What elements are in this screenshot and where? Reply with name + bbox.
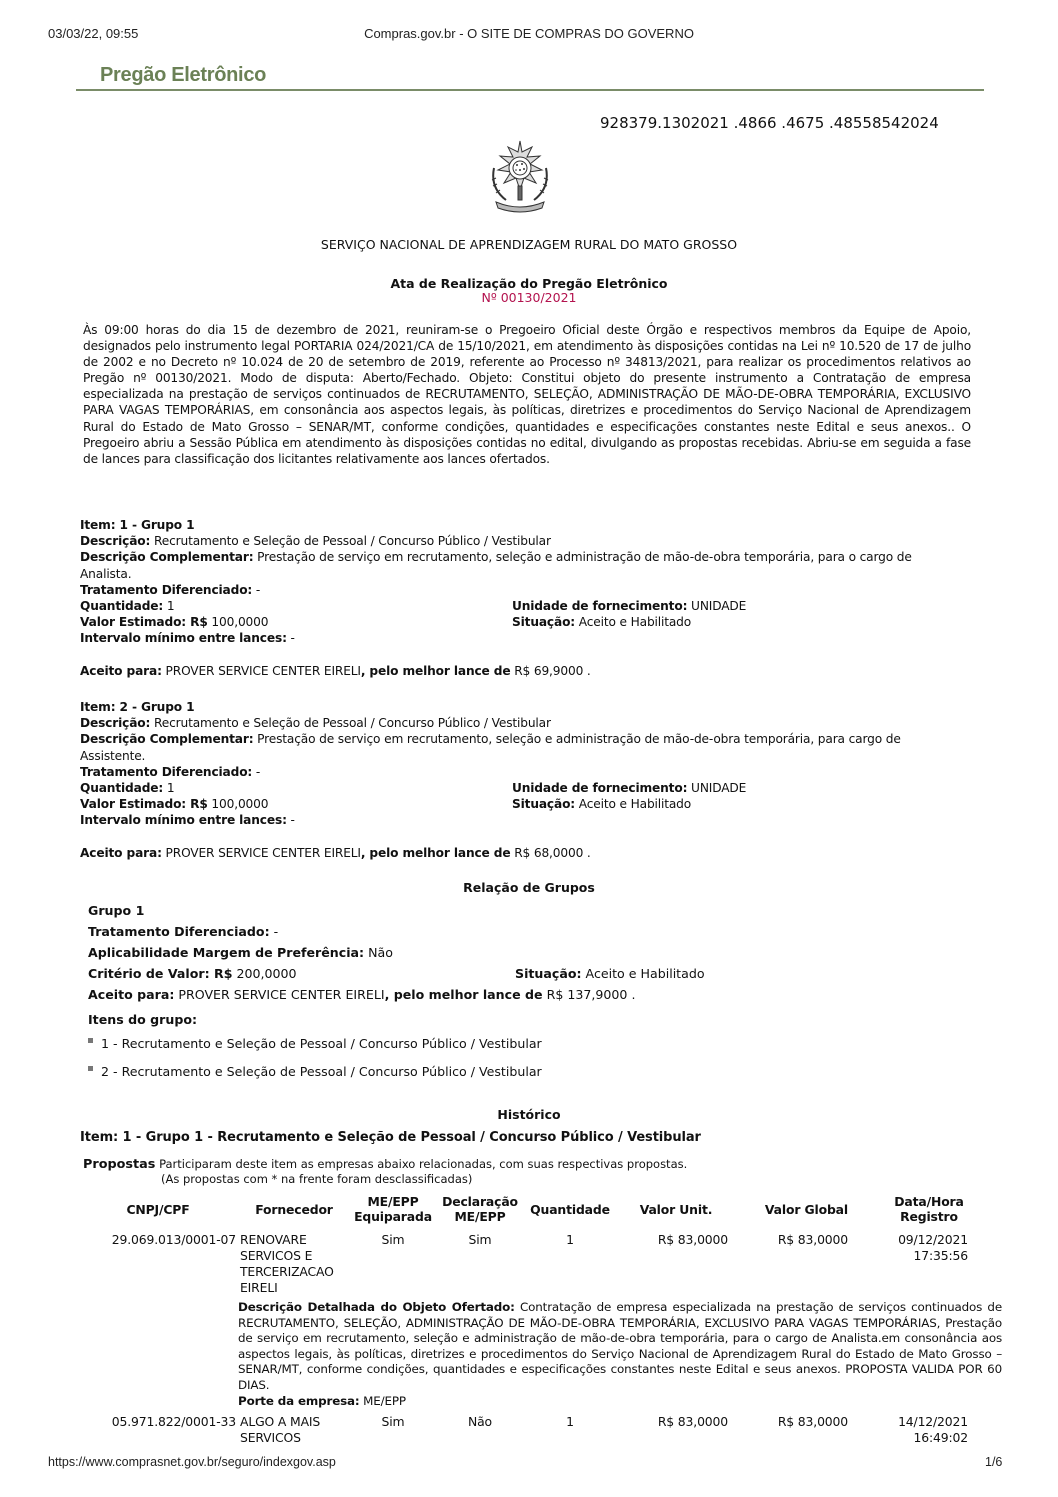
document-id: 928379.1302021 .4866 .4675 .48558542024 (600, 114, 939, 132)
historico-item-title: Item: 1 - Grupo 1 - Recrutamento e Seleção de Pessoal / Concurso Público / Vestibular (80, 1130, 701, 1145)
label: Valor Estimado: R$ (80, 797, 208, 812)
label: Aceito para: (80, 845, 162, 860)
print-url: https://www.comprasnet.gov.br/seguro/indexgov.asp (48, 1455, 336, 1469)
column-header: ME/EPP Equiparada (354, 1194, 432, 1224)
column-header: Declaração ME/EPP (442, 1194, 518, 1224)
item-tratamento: - (255, 764, 261, 779)
brazil-coat-of-arms-icon (482, 138, 558, 218)
column-header: CNPJ/CPF (126, 1201, 190, 1217)
label: Situação: (512, 615, 576, 630)
grupo-tratamento: - (273, 924, 279, 939)
ata-title: Ata de Realização do Pregão Eletrônico (390, 276, 668, 291)
cell-fornecedor: ALGO A MAIS SERVICOS (240, 1414, 321, 1445)
column-header: Valor Global (764, 1201, 848, 1217)
column-header: Fornecedor (255, 1201, 333, 1217)
list-item (88, 1064, 788, 1092)
grupo-aplicabilidade: Não (368, 945, 393, 960)
item-aceito-para: PROVER SERVICE CENTER EIRELI (165, 845, 361, 860)
cell-quantidade: 1 (566, 1414, 574, 1429)
cell-valor-global: R$ 83,0000 (777, 1414, 848, 1429)
label: , pelo melhor lance de (360, 663, 511, 678)
label: Unidade de fornecimento: (512, 781, 688, 796)
label: Tratamento Diferenciado: (88, 924, 270, 939)
historico-heading: Histórico (497, 1107, 561, 1122)
item-valor-estimado: 100,0000 (211, 615, 269, 630)
label: Aceito para: (88, 987, 175, 1002)
item-descricao: Recrutamento e Seleção de Pessoal / Concurso Público / Vestibular (153, 716, 551, 731)
detalhe-text: Contratação de empresa especializada na prestação de serviços continuados de RECRUTAMENTO, SELEÇÃO, ADMINISTRAÇÃO DE MÃO-DE-OBRA TEMPORÁRIA, EXCLUSIVO PARA VAGAS TEMPORÁRIAS, Prestação de serviço em recrutamento, seleção e administração de mão-de-obra temporária, para o cargo de Analista.em consonância aos aspectos legais, às políticas, diretrizes e procedimentos do Serviço Nacional de Aprendizagem Rural do Estado de Mato Grosso – SENAR/MT, conforme condições, quantidades e especificações constantes neste Edital e seus anexos. PROPOSTA VALIDA POR 60 DIAS. (238, 1300, 1003, 1392)
item-title: Item: 1 - Grupo 1 (80, 518, 195, 532)
cell-declaracao: Não (468, 1414, 492, 1429)
intro-paragraph: Às 09:00 horas do dia 15 de dezembro de 2021, reuniram-se o Pregoeiro Oficial deste Órgão e respectivos membros da Equipe de Apoio, designados pelo instrumento legal PORTARIA 024/2021/CA de 15/10/2021, em atendimento às disposições contidas na Lei nº 10.520 de 17 de julho de 2002 e no Decreto nº 10.024 de 20 de setembro de 2019, referente ao Processo nº 34813/2021, para realizar os procedimentos relativos ao Pregão nº 00130/2021. Modo de disputa: Aberto/Fechado. Objeto: Constitui objeto do presente instrumento a Contratação de empresa especializada na prestação de serviços continuados de RECRUTAMENTO, SELEÇÃO, ADMINISTRAÇÃO DE MÃO-DE-OBRA TEMPORÁRIA, EXCLUSIVO PARA VAGAS TEMPORÁRIAS, em consonância aos aspectos legais, às políticas, diretrizes e procedimentos do Serviço Nacional de Aprendizagem Rural do Estado de Mato Grosso – SENAR/MT, conforme condições, quantidades e especificações constantes neste Edital e seus anexos.. O Pregoeiro abriu a Sessão Pública em atendimento às disposições contidas no edital, divulgando as propostas recebidas. Abriu-se em seguida a fase de lances para classificação dos licitantes relativamente aos lances ofertados. (83, 323, 971, 466)
item-aceito-para: PROVER SERVICE CENTER EIRELI (165, 663, 361, 678)
propostas-label: Propostas (83, 1157, 156, 1172)
item-descricao-complementar: Prestação de serviço em recrutamento, seleção e administração de mão-de-obra temporária, para o cargo de Analista. (80, 550, 912, 581)
cell-data: 14/12/2021 (898, 1414, 968, 1429)
label: Critério de Valor: R$ (88, 966, 233, 981)
grupos-heading: Relação de Grupos (463, 880, 595, 895)
label: Descrição Complementar: (80, 550, 254, 565)
label: Descrição: (80, 716, 151, 731)
title-divider (76, 89, 984, 91)
cell-fornecedor: RENOVARE SERVICOS E TERCERIZACAO EIRELI (240, 1232, 334, 1295)
cell-valor-unit: R$ 83,0000 (657, 1414, 728, 1429)
grupo-name: Grupo 1 (88, 903, 145, 918)
column-header: Valor Unit. (639, 1201, 713, 1217)
grupo-criterio: 200,0000 (236, 966, 297, 981)
label: Descrição: (80, 534, 151, 549)
print-site-title: Compras.gov.br - O SITE DE COMPRAS DO GOVERNO (364, 26, 694, 41)
cell-valor-global: R$ 83,0000 (777, 1232, 848, 1247)
item-block-2 (80, 699, 960, 861)
propostas-text: Participaram deste item as empresas abaixo relacionadas, com suas respectivas propostas. (159, 1157, 688, 1171)
label: Situação: (515, 966, 582, 981)
item-block-1 (80, 517, 960, 679)
item-situacao: Aceito e Habilitado (578, 797, 692, 812)
label: Quantidade: (80, 781, 164, 796)
column-header: Data/Hora Registro (894, 1194, 964, 1224)
label: Porte da empresa: (238, 1393, 360, 1408)
ata-number: Nº 00130/2021 (481, 290, 577, 305)
print-datetime: 03/03/22, 09:55 (48, 26, 139, 41)
label: Itens do grupo: (88, 1012, 198, 1027)
bullet-icon (88, 1066, 93, 1071)
cell-hora: 17:35:56 (913, 1248, 968, 1263)
cell-cnpj: 05.971.822/0001-33 (111, 1414, 236, 1429)
cell-hora: 16:49:02 (913, 1430, 968, 1445)
label: Aceito para: (80, 663, 162, 678)
grupo-melhor-lance: R$ 137,9000 . (546, 987, 636, 1002)
label: Descrição Complementar: (80, 732, 254, 747)
item-quantidade: 1 (166, 599, 175, 614)
grupo-item-text: 2 - Recrutamento e Seleção de Pessoal / Concurso Público / Vestibular (101, 1064, 542, 1079)
label: , pelo melhor lance de (360, 845, 511, 860)
grupo-situacao: Aceito e Habilitado (585, 966, 705, 981)
label: Aplicabilidade Margem de Preferência: (88, 945, 365, 960)
list-item (88, 1036, 788, 1064)
grupo-aceito-para: PROVER SERVICE CENTER EIRELI (178, 987, 385, 1002)
label: Unidade de fornecimento: (512, 599, 688, 614)
label: Tratamento Diferenciado: (80, 582, 253, 597)
label: Situação: (512, 797, 576, 812)
grupo-block (88, 903, 788, 1092)
bullet-icon (88, 1038, 93, 1043)
cell-data: 09/12/2021 (898, 1232, 968, 1247)
item-situacao: Aceito e Habilitado (578, 615, 692, 630)
cell-quantidade: 1 (566, 1232, 574, 1247)
item-descricao: Recrutamento e Seleção de Pessoal / Concurso Público / Vestibular (153, 534, 551, 549)
label: Descrição Detalhada do Objeto Ofertado: (238, 1300, 515, 1314)
item-melhor-lance: R$ 68,0000 . (514, 845, 591, 860)
item-quantidade: 1 (166, 781, 175, 796)
grupo-item-text: 1 - Recrutamento e Seleção de Pessoal / Concurso Público / Vestibular (101, 1036, 542, 1051)
label: Valor Estimado: R$ (80, 615, 208, 630)
cell-data-hora (858, 1414, 968, 1446)
table-row (78, 1414, 968, 1446)
page-title: Pregão Eletrônico (100, 64, 267, 86)
table-row (78, 1226, 968, 1298)
page-number: 1/6 (985, 1455, 1003, 1469)
label: Quantidade: (80, 599, 164, 614)
cell-me-epp: Sim (381, 1232, 405, 1247)
item-descricao-complementar: Prestação de serviço em recrutamento, seleção e administração de mão-de-obra temporária, para cargo de Assistente. (80, 732, 901, 763)
item-unidade: UNIDADE (691, 599, 747, 614)
item-unidade: UNIDADE (691, 781, 747, 796)
item-tratamento: - (255, 582, 261, 597)
cell-me-epp: Sim (381, 1414, 405, 1429)
cell-data-hora (858, 1226, 968, 1298)
label: Intervalo mínimo entre lances: (80, 813, 287, 828)
cell-cnpj: 29.069.013/0001-07 (111, 1232, 236, 1247)
column-header: Quantidade (530, 1201, 610, 1217)
item-melhor-lance: R$ 69,9000 . (514, 663, 591, 678)
label: , pelo melhor lance de (384, 987, 543, 1002)
item-intervalo: - (290, 631, 295, 646)
cell-declaracao: Sim (468, 1232, 492, 1247)
organization-name: SERVIÇO NACIONAL DE APRENDIZAGEM RURAL DO MATO GROSSO (320, 237, 738, 252)
propostas-note: (As propostas com * na frente foram desclassificadas) (161, 1172, 473, 1186)
item-valor-estimado: 100,0000 (211, 797, 269, 812)
cell-valor-unit: R$ 83,0000 (657, 1232, 728, 1247)
propostas-intro (83, 1157, 687, 1186)
label: Tratamento Diferenciado: (80, 764, 253, 779)
proposta-detalhe (238, 1300, 1002, 1409)
item-intervalo: - (290, 813, 295, 828)
porte-value: ME/EPP (363, 1393, 406, 1408)
item-title: Item: 2 - Grupo 1 (80, 700, 195, 714)
label: Intervalo mínimo entre lances: (80, 631, 287, 646)
